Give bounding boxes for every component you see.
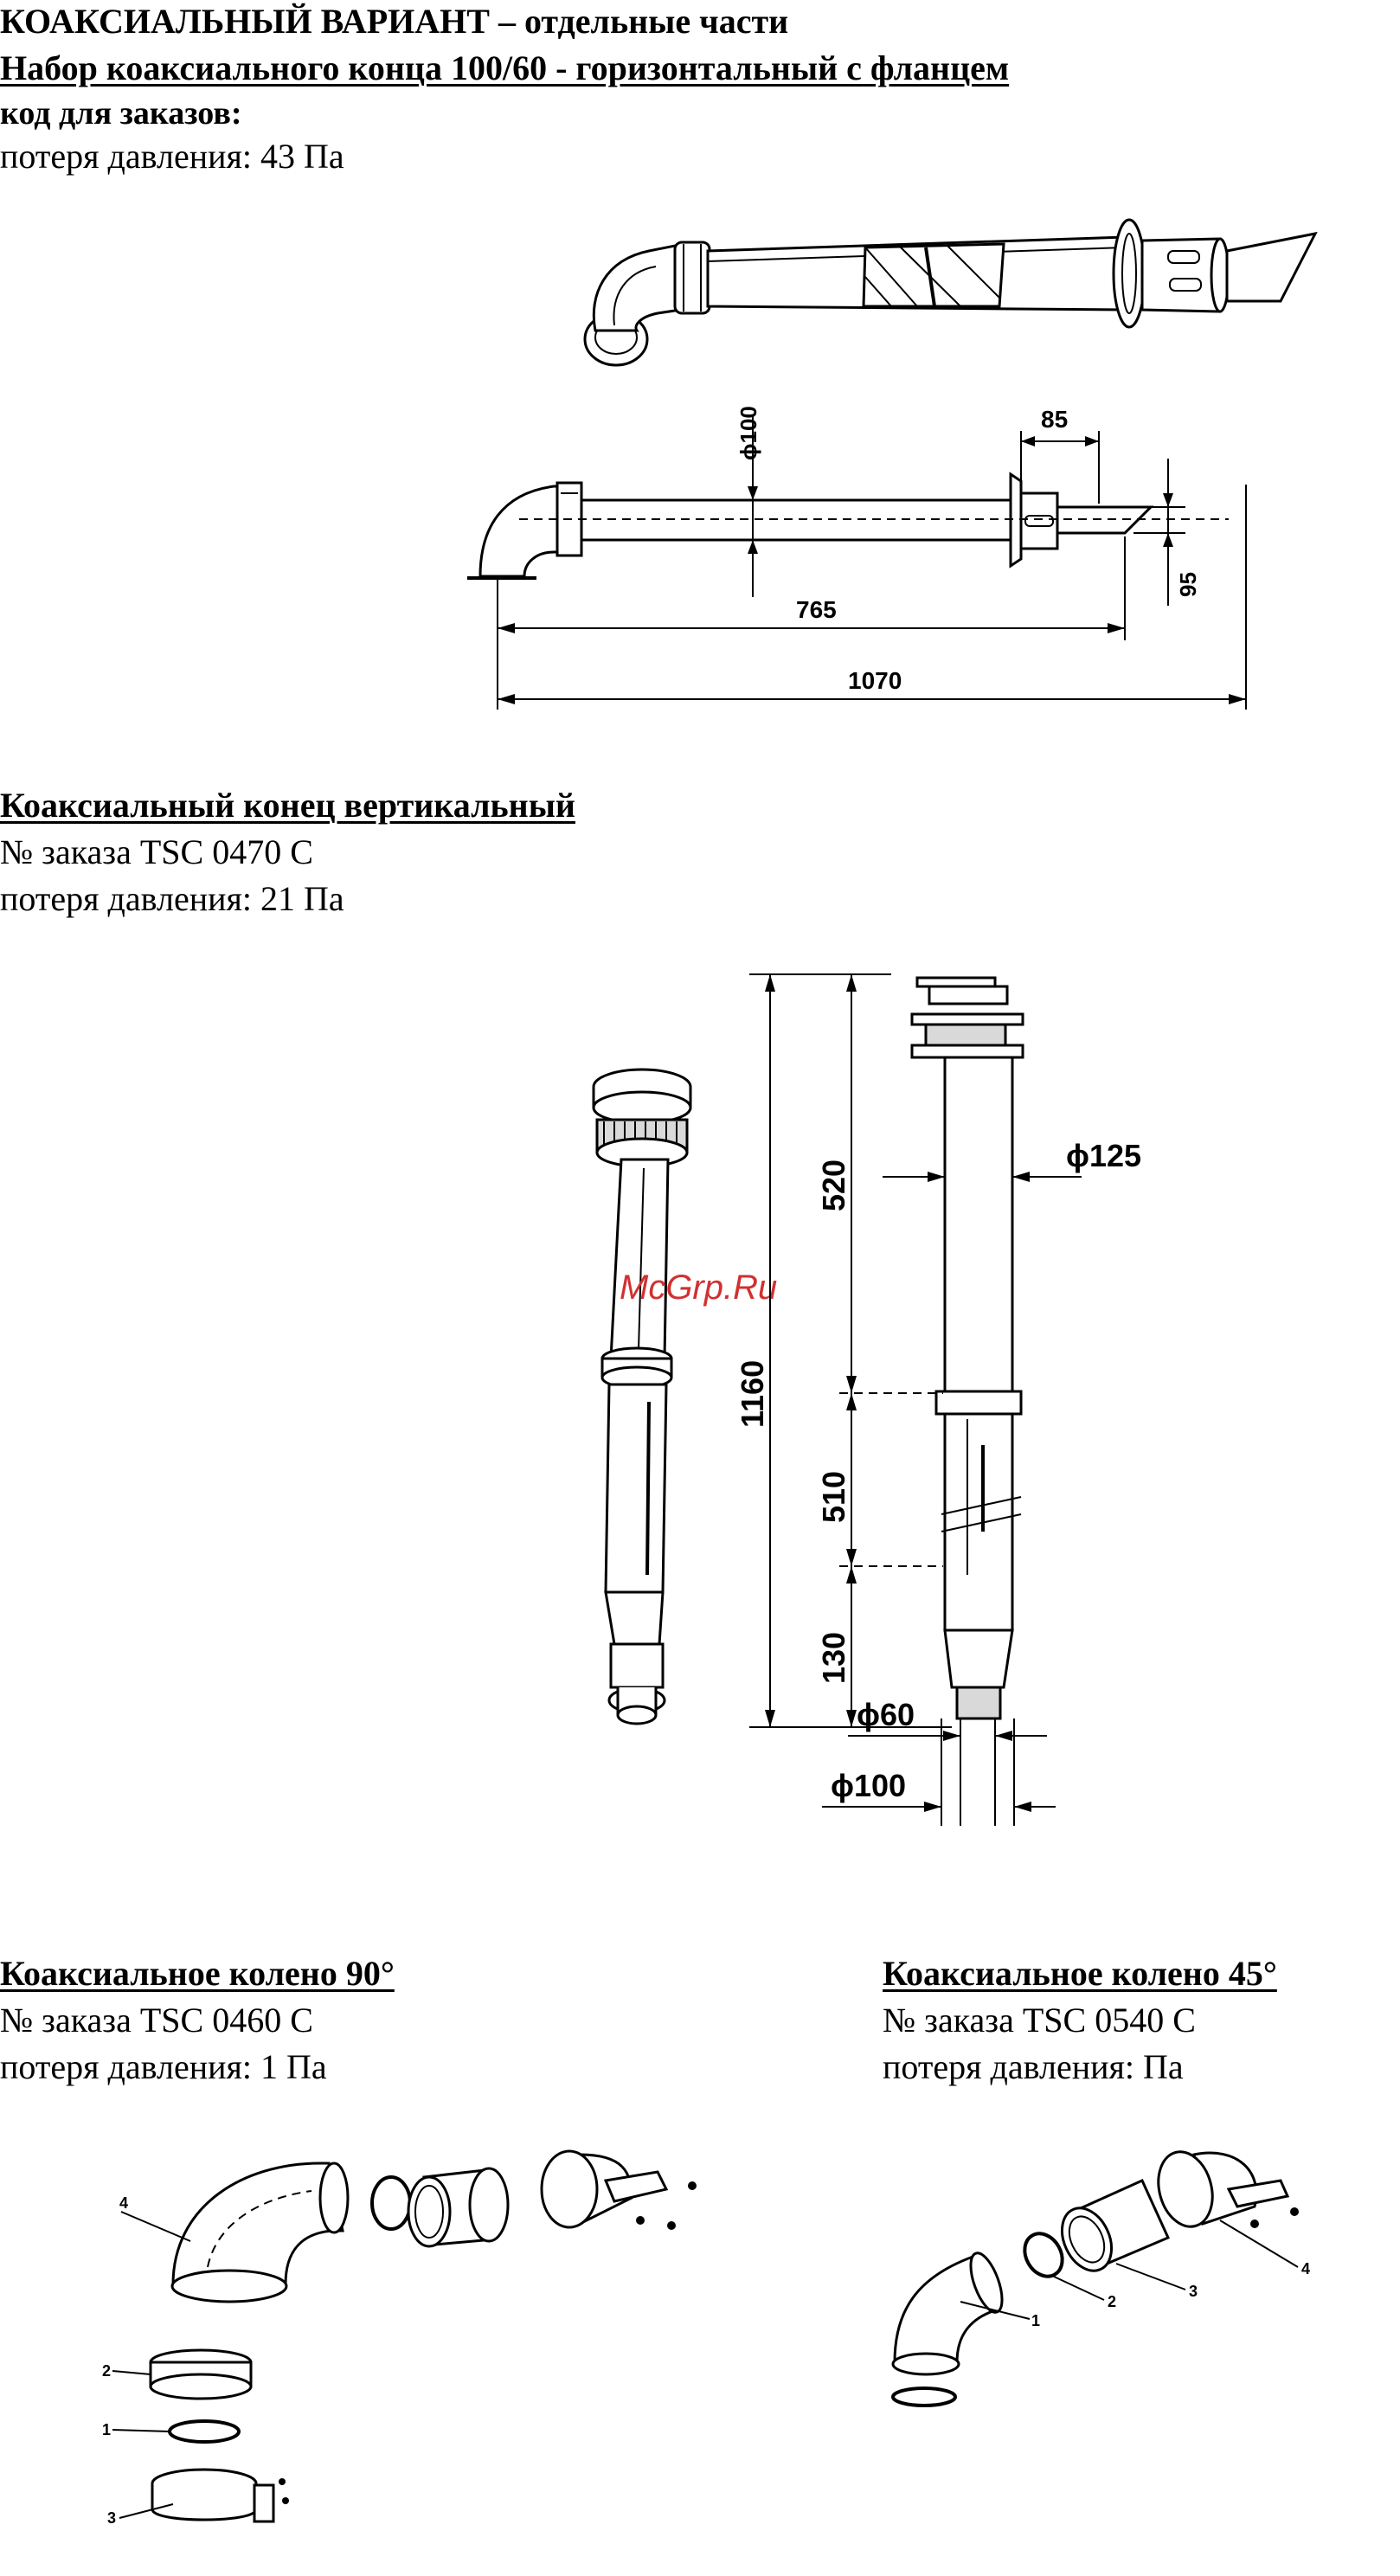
dim-length-1070: 1070: [848, 667, 902, 694]
vertical-terminal-order: № заказа TSC 0470 C: [0, 832, 313, 871]
elbow45-callout-2: 2: [1108, 2293, 1117, 2310]
vertical-terminal-perspective: [554, 1056, 744, 1748]
elbow-side: [480, 486, 564, 576]
elbow90-part-4: [173, 2163, 343, 2284]
elbow90-callout-3: 3: [107, 2509, 117, 2527]
dim-diameter-125: ϕ125: [1066, 1138, 1142, 1173]
elbow90-callout-1: 1: [102, 2421, 112, 2438]
pressure-loss-horizontal: потеря давления: 43 Па: [0, 137, 344, 176]
order-code-label: код для заказов:: [0, 95, 242, 132]
dim-top-520: 520: [816, 1159, 851, 1211]
elbow45-callout-3: 3: [1189, 2283, 1198, 2300]
vertical-terminal-pressure: потеря давления: 21 Па: [0, 879, 344, 918]
watermark: McGrp.Ru: [620, 1269, 778, 1307]
dim-length-85: 85: [1041, 406, 1069, 433]
dim-diameter-60: ϕ60: [857, 1697, 915, 1732]
elbow45-order: № заказа TSC 0540 C: [883, 2001, 1196, 2040]
elbow45-pressure: потеря давления: Па: [883, 2047, 1184, 2086]
horizontal-terminal-dimensions: [467, 407, 1298, 727]
dim-middle-510: 510: [816, 1470, 851, 1523]
set-title: Набор коаксиального конца 100/60 - горизонтальный с фланцем: [0, 48, 1010, 87]
vertical-terminal-title: Коаксиальный конец вертикальный: [0, 786, 575, 825]
page-title-bold: КОАКСИАЛЬНЫЙ ВАРИАНТ –: [0, 2, 524, 41]
dim-diameter-100: ϕ100: [831, 1768, 907, 1803]
dim-total-1160: 1160: [735, 1359, 770, 1428]
dim-bottom-130: 130: [816, 1631, 851, 1684]
elbow90-callout-4: 4: [119, 2194, 129, 2212]
vertical-pipe-dim-upper: [945, 1057, 1012, 1391]
elbow90-title: Коаксиальное колено 90°: [0, 1954, 395, 1993]
horizontal-terminal-perspective: [554, 199, 1315, 398]
elbow45-callout-1: 1: [1031, 2312, 1041, 2329]
elbow90-exploded-view: [95, 2137, 727, 2561]
dim-length-95: 95: [1175, 572, 1201, 597]
wall-flange: [1114, 220, 1145, 327]
elbow90-pressure: потеря давления: 1 Па: [0, 2047, 327, 2086]
dim-diameter-100: ϕ100: [735, 406, 761, 460]
page-title: [0, 2, 788, 42]
elbow90-callout-2: 2: [102, 2362, 112, 2380]
vertical-terminal-dimensions: [735, 960, 1229, 1834]
elbow45-exploded-view: [883, 2137, 1384, 2431]
elbow45-callout-4: 4: [1301, 2260, 1311, 2277]
elbow90-order: № заказа TSC 0460 C: [0, 2001, 313, 2040]
elbow45-title: Коаксиальное колено 45°: [883, 1954, 1277, 1993]
dim-length-765: 765: [796, 596, 837, 623]
page-title-rest: отдельные части: [523, 2, 789, 41]
